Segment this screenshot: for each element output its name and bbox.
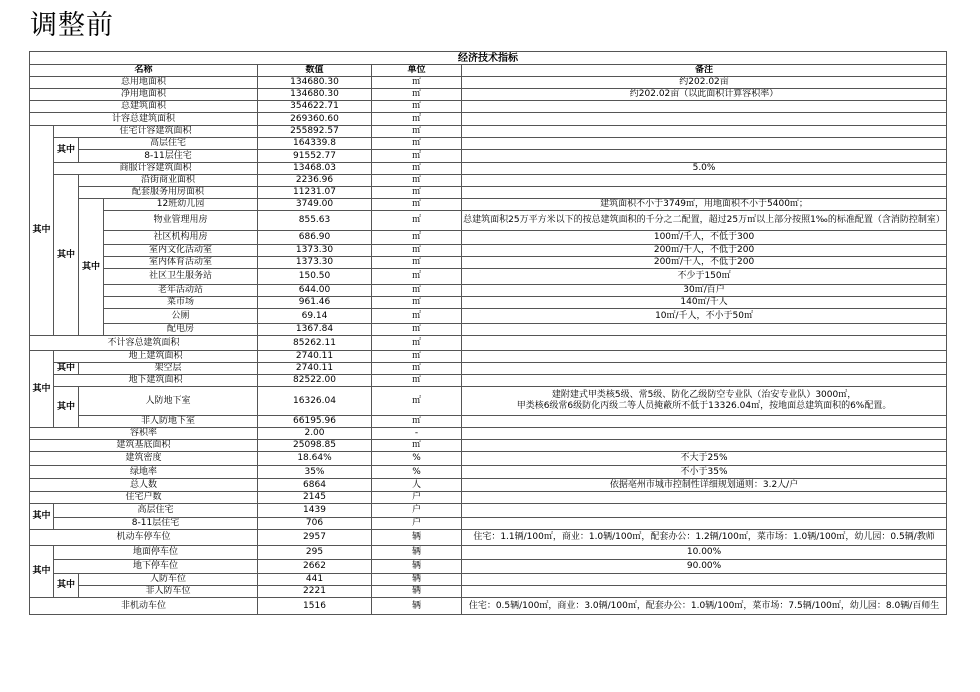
- row-note: 不少于150㎡: [462, 269, 947, 285]
- row-unit: ㎡: [372, 375, 462, 387]
- row-unit: 户: [372, 518, 462, 530]
- row-note: 10㎡/千人，不小于50㎡: [462, 309, 947, 324]
- table-row: [30, 89, 947, 101]
- row-note: [462, 586, 947, 598]
- row-value: 2221: [258, 586, 372, 598]
- row-value: 2740.11: [258, 351, 372, 363]
- row-unit: 辆: [372, 598, 462, 615]
- row-value: 134680.30: [258, 89, 372, 101]
- row-value: 25098.85: [258, 440, 372, 452]
- row-name: 机动车停车位: [30, 530, 258, 546]
- row-unit: ㎡: [372, 89, 462, 101]
- row-note: [462, 113, 947, 126]
- qizhong-label: 其中: [54, 387, 79, 428]
- row-name: 8-11层住宅: [79, 150, 258, 163]
- table-row: [30, 479, 947, 492]
- row-value: 961.46: [258, 297, 372, 309]
- row-value: 295: [258, 546, 372, 560]
- row-note: [462, 138, 947, 150]
- row-name: 非人防地下室: [79, 416, 258, 428]
- row-value: 2740.11: [258, 363, 372, 375]
- table-row: [30, 504, 947, 518]
- row-unit: 辆: [372, 586, 462, 598]
- row-name: 净用地面积: [30, 89, 258, 101]
- qizhong-label: 其中: [54, 363, 79, 375]
- row-name: 住宅计容建筑面积: [54, 126, 258, 138]
- table-row: [30, 586, 947, 598]
- row-unit: ㎡: [372, 101, 462, 113]
- row-value: 35%: [258, 466, 372, 479]
- row-name: 地上建筑面积: [54, 351, 258, 363]
- row-value: 164339.8: [258, 138, 372, 150]
- row-note: 100㎡/千人，不低于300: [462, 231, 947, 245]
- row-note: [462, 175, 947, 187]
- qizhong-label: 其中: [30, 546, 54, 598]
- row-name: 配套服务用房面积: [79, 187, 258, 199]
- row-note: [462, 440, 947, 452]
- row-note: [462, 428, 947, 440]
- table-row: [30, 77, 947, 89]
- row-unit: ㎡: [372, 387, 462, 416]
- row-note: 5.0%: [462, 163, 947, 175]
- row-note: [462, 363, 947, 375]
- row-name: 建筑基底面积: [30, 440, 258, 452]
- row-value: 269360.60: [258, 113, 372, 126]
- row-name: 地下建筑面积: [54, 375, 258, 387]
- row-name: 室内文化活动室: [104, 245, 258, 257]
- row-name: 人防地下室: [79, 387, 258, 416]
- row-unit: 人: [372, 479, 462, 492]
- row-name: 容积率: [30, 428, 258, 440]
- row-unit: ㎡: [372, 336, 462, 351]
- row-name: 商服计容建筑面积: [54, 163, 258, 175]
- row-name: 非机动车位: [30, 598, 258, 615]
- table-row: [30, 492, 947, 504]
- table-row: [30, 574, 947, 586]
- table-row: [30, 530, 947, 546]
- row-note: [462, 518, 947, 530]
- table-row: [30, 363, 947, 375]
- table-row: [30, 428, 947, 440]
- row-name: 室内体育活动室: [104, 257, 258, 269]
- row-value: 1373.30: [258, 245, 372, 257]
- row-value: 16326.04: [258, 387, 372, 416]
- row-name: 绿地率: [30, 466, 258, 479]
- row-value: 1373.30: [258, 257, 372, 269]
- row-value: 150.50: [258, 269, 372, 285]
- table-row: [30, 324, 947, 336]
- row-name: 计容总建筑面积: [30, 113, 258, 126]
- row-name: 地下停车位: [54, 560, 258, 574]
- row-note: [462, 336, 947, 351]
- row-unit: ㎡: [372, 416, 462, 428]
- table-row: [30, 126, 947, 138]
- row-unit: 户: [372, 504, 462, 518]
- row-name: 高层住宅: [79, 138, 258, 150]
- table-row: [30, 187, 947, 199]
- row-value: 6864: [258, 479, 372, 492]
- row-value: 441: [258, 574, 372, 586]
- row-note: [462, 504, 947, 518]
- qizhong-label: 其中: [30, 126, 54, 336]
- row-name: 8-11层住宅: [54, 518, 258, 530]
- row-note: [462, 150, 947, 163]
- table-row: [30, 546, 947, 560]
- row-name: 建筑密度: [30, 452, 258, 466]
- header-note: 备注: [462, 65, 947, 77]
- row-unit: ㎡: [372, 440, 462, 452]
- table-row: [30, 101, 947, 113]
- row-note: 约202.02亩: [462, 77, 947, 89]
- qizhong-label: 其中: [30, 351, 54, 428]
- qizhong-label: 其中: [54, 574, 79, 598]
- row-name: 配电房: [104, 324, 258, 336]
- row-value: 644.00: [258, 285, 372, 297]
- table-row: [30, 269, 947, 285]
- row-value: 1367.84: [258, 324, 372, 336]
- table-row: [30, 285, 947, 297]
- row-unit: ㎡: [372, 199, 462, 211]
- row-value: 706: [258, 518, 372, 530]
- table-row: [30, 297, 947, 309]
- header-name: 名称: [30, 65, 258, 77]
- row-name: 住宅户数: [30, 492, 258, 504]
- row-unit: %: [372, 466, 462, 479]
- row-unit: ㎡: [372, 187, 462, 199]
- row-unit: ㎡: [372, 77, 462, 89]
- table-row: [30, 336, 947, 351]
- row-note: [462, 375, 947, 387]
- row-note: 不小于35%: [462, 466, 947, 479]
- row-value: 1516: [258, 598, 372, 615]
- table-row: [30, 163, 947, 175]
- row-name: 老年活动站: [104, 285, 258, 297]
- table-row: [30, 52, 947, 65]
- row-value: 134680.30: [258, 77, 372, 89]
- row-note: 200㎡/千人，不低于200: [462, 257, 947, 269]
- page-title: 调整前: [30, 10, 114, 41]
- row-unit: ㎡: [372, 297, 462, 309]
- row-value: 69.14: [258, 309, 372, 324]
- row-name: 非人防车位: [79, 586, 258, 598]
- row-value: 82522.00: [258, 375, 372, 387]
- row-note: 10.00%: [462, 546, 947, 560]
- row-note: 约202.02亩（以此面积计算容积率）: [462, 89, 947, 101]
- table-row: [30, 518, 947, 530]
- row-value: 686.90: [258, 231, 372, 245]
- table-row: [30, 199, 947, 211]
- row-value: 354622.71: [258, 101, 372, 113]
- row-name: 高层住宅: [54, 504, 258, 518]
- row-value: 2236.96: [258, 175, 372, 187]
- row-note: 住宅：0.5辆/100㎡，商业：3.0辆/100㎡，配套办公：1.0辆/100㎡，菜市场：7.5辆/100㎡，幼儿园：8.0辆/百师生: [462, 598, 947, 615]
- table-row: [30, 387, 947, 416]
- row-unit: ㎡: [372, 324, 462, 336]
- row-note: 建附建式甲类核5级、常5级、防化乙级防空专业队（治安专业队）3000㎡， 甲类核6级常6级防化丙级二等人员掩蔽所不低于13326.04㎡，按地面总建筑面积的6%配置。: [462, 387, 947, 416]
- row-value: 855.63: [258, 211, 372, 231]
- row-note: 200㎡/千人，不低于200: [462, 245, 947, 257]
- row-note: [462, 574, 947, 586]
- row-unit: ㎡: [372, 175, 462, 187]
- table-row: [30, 211, 947, 231]
- header-value: 数值: [258, 65, 372, 77]
- row-value: 2957: [258, 530, 372, 546]
- row-note: [462, 126, 947, 138]
- table-row: [30, 150, 947, 163]
- row-name: 公厕: [104, 309, 258, 324]
- row-unit: ㎡: [372, 269, 462, 285]
- row-unit: -: [372, 428, 462, 440]
- row-note: 不大于25%: [462, 452, 947, 466]
- row-unit: 辆: [372, 546, 462, 560]
- row-value: 18.64%: [258, 452, 372, 466]
- row-value: 91552.77: [258, 150, 372, 163]
- row-value: 2145: [258, 492, 372, 504]
- row-unit: ㎡: [372, 309, 462, 324]
- qizhong-label: 其中: [54, 175, 79, 336]
- row-name: 总用地面积: [30, 77, 258, 89]
- table-row: [30, 351, 947, 363]
- qizhong-label: 其中: [30, 504, 54, 530]
- row-note: [462, 492, 947, 504]
- header-unit: 单位: [372, 65, 462, 77]
- row-unit: 辆: [372, 574, 462, 586]
- row-unit: ㎡: [372, 113, 462, 126]
- row-note: [462, 187, 947, 199]
- row-note: 住宅：1.1辆/100㎡，商业：1.0辆/100㎡，配套办公：1.2辆/100㎡，菜市场：1.0辆/100㎡，幼儿园：0.5辆/教师: [462, 530, 947, 546]
- row-name: 人防车位: [79, 574, 258, 586]
- table-row: [30, 231, 947, 245]
- row-note: 140㎡/千人: [462, 297, 947, 309]
- row-value: 2662: [258, 560, 372, 574]
- table-row: [30, 113, 947, 126]
- row-name: 总人数: [30, 479, 258, 492]
- row-name: 社区卫生服务站: [104, 269, 258, 285]
- row-note: [462, 351, 947, 363]
- row-note: 90.00%: [462, 560, 947, 574]
- row-unit: 辆: [372, 560, 462, 574]
- row-name: 架空层: [79, 363, 258, 375]
- row-unit: ㎡: [372, 163, 462, 175]
- row-unit: ㎡: [372, 257, 462, 269]
- row-note: [462, 416, 947, 428]
- row-name: 总建筑面积: [30, 101, 258, 113]
- table-row: [30, 440, 947, 452]
- row-name: 社区机构用房: [104, 231, 258, 245]
- row-unit: ㎡: [372, 363, 462, 375]
- row-name: 不计容总建筑面积: [30, 336, 258, 351]
- row-value: 255892.57: [258, 126, 372, 138]
- row-value: 3749.00: [258, 199, 372, 211]
- row-unit: ㎡: [372, 211, 462, 231]
- row-note: 总建筑面积25万平方米以下的按总建筑面积的千分之二配置，超过25万㎡以上部分按照1‰的标准配置（含消防控制室）: [462, 211, 947, 231]
- qizhong-label: 其中: [54, 138, 79, 163]
- table-row: [30, 598, 947, 615]
- row-note: 依据亳州市城市控制性详细规划通则：3.2人/户: [462, 479, 947, 492]
- row-value: 1439: [258, 504, 372, 518]
- row-unit: %: [372, 452, 462, 466]
- table-row: [30, 65, 947, 77]
- row-note: 30㎡/百户: [462, 285, 947, 297]
- row-name: 12班幼儿园: [104, 199, 258, 211]
- table-row: [30, 560, 947, 574]
- row-name: 菜市场: [104, 297, 258, 309]
- row-unit: ㎡: [372, 245, 462, 257]
- table-caption: 经济技术指标: [30, 52, 947, 65]
- row-note: [462, 101, 947, 113]
- row-unit: ㎡: [372, 285, 462, 297]
- table-row: [30, 175, 947, 187]
- table-row: [30, 375, 947, 387]
- row-name: 地面停车位: [54, 546, 258, 560]
- row-unit: ㎡: [372, 150, 462, 163]
- row-name: 沿街商业面积: [79, 175, 258, 187]
- row-unit: 户: [372, 492, 462, 504]
- qizhong-label: 其中: [79, 199, 104, 336]
- row-note: 建筑面积不小于3749㎡，用地面积不小于5400㎡；: [462, 199, 947, 211]
- row-name: 物业管理用房: [104, 211, 258, 231]
- table-row: [30, 466, 947, 479]
- row-value: 2.00: [258, 428, 372, 440]
- row-unit: ㎡: [372, 138, 462, 150]
- table-row: [30, 452, 947, 466]
- row-unit: ㎡: [372, 126, 462, 138]
- table-row: [30, 416, 947, 428]
- row-note: [462, 324, 947, 336]
- table-row: [30, 245, 947, 257]
- row-value: 11231.07: [258, 187, 372, 199]
- row-unit: ㎡: [372, 231, 462, 245]
- row-value: 85262.11: [258, 336, 372, 351]
- row-unit: 辆: [372, 530, 462, 546]
- economic-indicators-table: [29, 51, 947, 615]
- table-row: [30, 257, 947, 269]
- table-row: [30, 309, 947, 324]
- row-value: 66195.96: [258, 416, 372, 428]
- table-row: [30, 138, 947, 150]
- row-value: 13468.03: [258, 163, 372, 175]
- row-unit: ㎡: [372, 351, 462, 363]
